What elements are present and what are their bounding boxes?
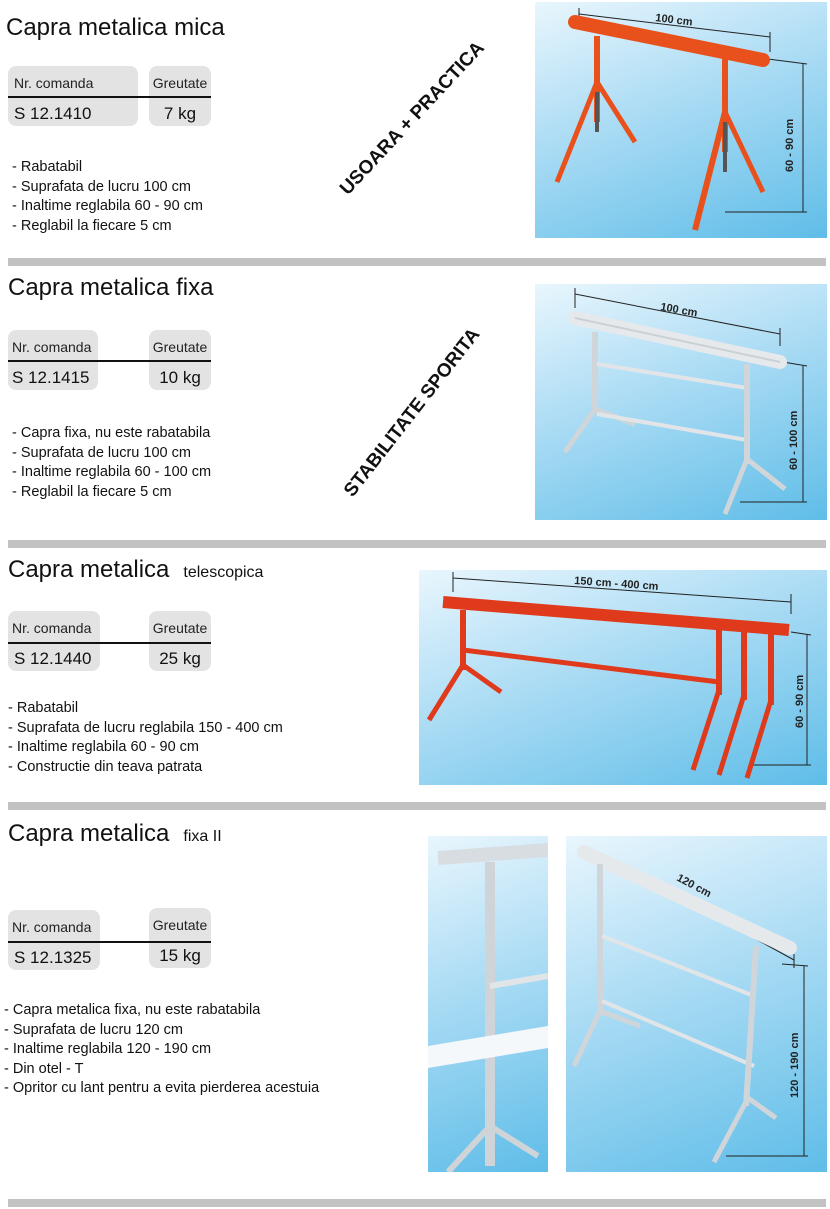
order-number-value: S 12.1325 (14, 948, 92, 967)
feature-item: - Din otel - T (4, 1060, 84, 1077)
sawhorse-detail-illustration (428, 836, 548, 1172)
weight-value: 10 kg (159, 368, 201, 387)
feature-item: - Opritor cu lant pentru a evita pierderea acestuia (4, 1080, 320, 1096)
weight-label: Greutate (152, 620, 208, 636)
height-dimension-label: 60 - 90 cm (794, 674, 806, 728)
section-separator (8, 802, 826, 810)
sawhorse-illustration (535, 2, 827, 238)
feature-item: - Suprafata de lucru reglabila 150 - 400 cm (8, 719, 283, 736)
product-detail-photo (428, 836, 548, 1172)
feature-list (12, 158, 203, 236)
order-number-label: Nr. comanda (12, 919, 92, 935)
product-title: Capra metalica fixa (8, 274, 214, 301)
product-photo (535, 2, 827, 238)
product-photo (419, 570, 827, 785)
section-separator (8, 540, 826, 548)
product-title: Capra metalica fixa II (8, 820, 222, 847)
weight-box (149, 908, 211, 968)
slogan: STABILITATE SPORITA (340, 324, 485, 501)
sawhorse-illustration (535, 284, 827, 520)
table-divider (8, 642, 211, 644)
sawhorse-illustration (566, 836, 827, 1172)
feature-item: - Rabatabil (8, 700, 79, 716)
height-dimension-label: 60 - 100 cm (788, 410, 800, 470)
weight-value: 7 kg (163, 104, 197, 123)
width-dimension-label: 100 cm (654, 12, 694, 29)
order-number-label: Nr. comanda (14, 75, 94, 91)
order-number-value: S 12.1415 (12, 368, 90, 387)
product-photo (566, 836, 827, 1172)
feature-list (4, 1001, 319, 1099)
section-separator (8, 1199, 826, 1207)
feature-item: - Suprafata de lucru 100 cm (12, 178, 191, 195)
table-divider (8, 941, 211, 943)
feature-item: - Rabatabil (12, 159, 83, 175)
weight-value: 15 kg (159, 946, 201, 965)
height-dimension-label: 120 - 190 cm (789, 1032, 801, 1098)
product-title: Capra metalica telescopica (8, 556, 264, 583)
width-dimension-label: 100 cm (659, 301, 699, 320)
table-divider (8, 360, 211, 362)
order-number-box (8, 910, 100, 970)
table-divider (8, 96, 211, 98)
weight-label: Greutate (152, 339, 208, 355)
order-number-box (8, 611, 100, 671)
order-number-label: Nr. comanda (12, 620, 92, 636)
order-number-value: S 12.1410 (14, 104, 92, 123)
product-section-fixa-ii (0, 810, 830, 1200)
order-number-label: Nr. comanda (12, 339, 92, 355)
product-section-fixa (0, 266, 830, 546)
slogan: USOARA + PRACTICA (336, 37, 489, 200)
weight-label: Greutate (152, 917, 208, 933)
feature-list (12, 424, 211, 502)
feature-item: - Inaltime reglabila 60 - 100 cm (12, 464, 212, 480)
feature-item: - Constructie din teava patrata (8, 758, 203, 775)
feature-item: - Capra metalica fixa, nu este rabatabila (4, 1002, 261, 1018)
feature-item: - Inaltime reglabila 60 - 90 cm (8, 739, 199, 755)
product-section-telescopica (0, 548, 830, 803)
weight-value: 25 kg (159, 649, 201, 668)
weight-box (149, 611, 211, 671)
feature-item: - Reglabil la fiecare 5 cm (12, 217, 172, 234)
product-section-mica (0, 0, 830, 265)
feature-item: - Suprafata de lucru 100 cm (12, 444, 191, 461)
sawhorse-illustration (419, 570, 827, 785)
product-photo (535, 284, 827, 520)
feature-item: - Inaltime reglabila 60 - 90 cm (12, 198, 203, 214)
height-dimension-label: 60 - 90 cm (784, 118, 796, 172)
width-dimension-label: 150 cm - 400 cm (573, 575, 659, 593)
section-separator (8, 258, 826, 266)
order-number-value: S 12.1440 (14, 649, 92, 668)
product-title: Capra metalica mica (6, 14, 225, 41)
width-dimension-label: 120 cm (674, 872, 714, 901)
feature-item: - Suprafata de lucru 120 cm (4, 1021, 183, 1038)
feature-list (8, 699, 283, 777)
weight-label: Greutate (152, 75, 208, 91)
feature-item: - Inaltime reglabila 120 - 190 cm (4, 1041, 212, 1057)
feature-item: - Capra fixa, nu este rabatabila (12, 425, 211, 441)
feature-item: - Reglabil la fiecare 5 cm (12, 483, 172, 500)
